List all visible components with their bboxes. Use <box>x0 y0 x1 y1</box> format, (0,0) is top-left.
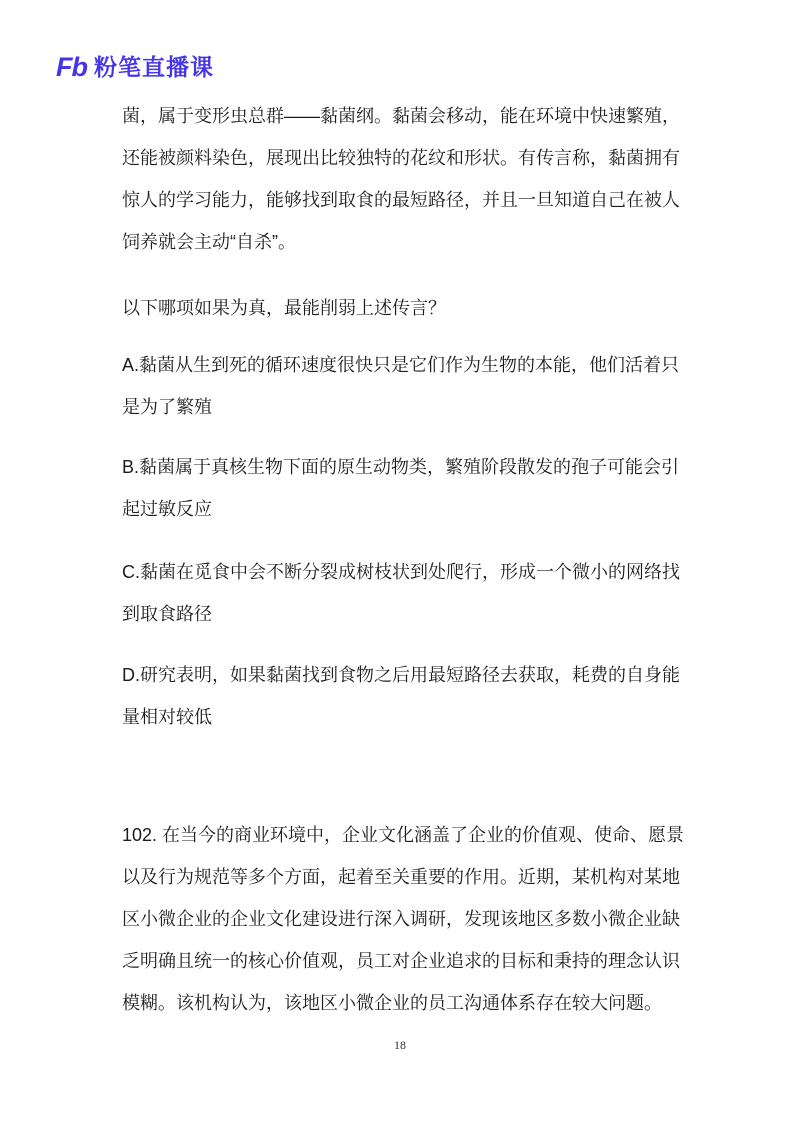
question-line: 模糊。该机构认为，该地区小微企业的员工沟通体系存在较大问题。 <box>122 993 662 1013</box>
question-prompt <box>122 287 446 329</box>
brand-name: 粉笔直播课 <box>94 54 214 80</box>
option-line: 是为了繁殖 <box>122 397 212 417</box>
option-line: 量相对较低 <box>122 707 212 727</box>
prompt-line: 以下哪项如果为真，最能削弱上述传言？ <box>122 298 446 318</box>
passage <box>122 95 680 263</box>
option-line: 到取食路径 <box>122 604 212 624</box>
question-line: 乏明确且统一的核心价值观，员工对企业追求的目标和秉持的理念认识 <box>122 951 680 971</box>
question-line: 以及行为规范等多个方面，起着至关重要的作用。近期，某机构对某地 <box>122 867 680 887</box>
question-line: 102. 在当今的商业环境中，企业文化涵盖了企业的价值观、使命、愿景 <box>122 825 685 845</box>
option-line: C.黏菌在觅食中会不断分裂成树枝状到处爬行，形成一个微小的网络找 <box>122 562 680 582</box>
option-d <box>122 654 680 738</box>
passage-line: 还能被颜料染色，展现出比较独特的花纹和形状。有传言称，黏菌拥有 <box>122 148 680 168</box>
page-number: 18 <box>394 1038 406 1052</box>
option-line: D.研究表明，如果黏菌找到食物之后用最短路径去获取，耗费的自身能 <box>122 665 680 685</box>
option-line: B.黏菌属于真核生物下面的原生动物类，繁殖阶段散发的孢子可能会引 <box>122 457 680 477</box>
passage-line: 菌，属于变形虫总群——黏菌纲。黏菌会移动，能在环境中快速繁殖， <box>122 106 680 126</box>
question-line: 区小微企业的企业文化建设进行深入调研，发现该地区多数小微企业缺 <box>122 909 680 929</box>
option-c <box>122 551 680 635</box>
option-line: A.黏菌从生到死的循环速度很快只是它们作为生物的本能，他们活着只 <box>122 355 680 375</box>
passage-line: 饲养就会主动“自杀”。 <box>122 232 296 252</box>
passage-line: 惊人的学习能力，能够找到取食的最短路径，并且一旦知道自己在被人 <box>122 190 680 210</box>
option-a <box>122 344 679 428</box>
option-b <box>122 446 679 530</box>
header-logo <box>56 50 214 84</box>
question-102 <box>122 814 684 1024</box>
fb-logo-icon: Fb <box>56 52 87 82</box>
option-line: 起过敏反应 <box>122 499 212 519</box>
